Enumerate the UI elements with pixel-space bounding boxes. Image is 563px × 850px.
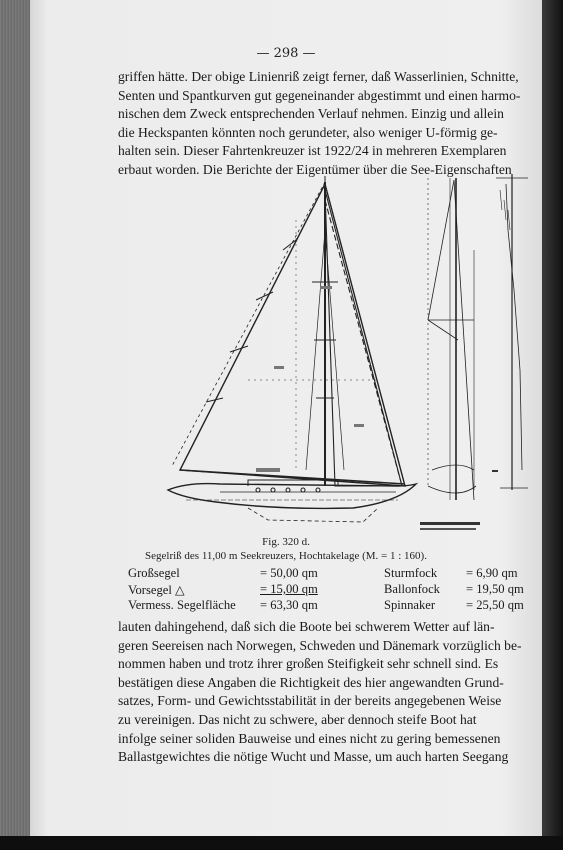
sail-name: Ballonfock <box>384 582 440 596</box>
sail-plan-drawing <box>128 170 530 532</box>
sail-area: = 50,00 qm <box>260 566 318 580</box>
boom <box>180 470 405 484</box>
sail-name: Spinnaker <box>384 598 436 612</box>
page-number: — 298 — <box>256 46 316 61</box>
text-line: erbaut worden. Die Berichte der Eigentümer über die See-Eigenschaften <box>118 161 512 177</box>
mast-detail-view <box>428 178 476 500</box>
text-line: griffen hätte. Der obige Linienriß zeigt ferner, daß Wasserlinien, Schnitte, <box>118 69 519 84</box>
text-line: zu vereinigen. Das nicht zu schwere, aber dennoch steife Boot hat <box>118 711 477 727</box>
book-spine <box>0 0 30 850</box>
paragraph-top <box>118 68 542 180</box>
sail-name: Vorsegel △ <box>128 583 185 597</box>
sail-area: = 6,90 qm <box>466 566 518 580</box>
sail-area: = 63,30 qm <box>260 598 318 612</box>
text-line: bestätigen diese Angaben die Richtigkeit des hier angewandten Grund- <box>118 674 504 690</box>
text-line: die Heckspanten könnten noch gerundeter, also weniger U-förmig ge- <box>118 124 498 140</box>
text-line: Ballastgewichtes die nötige Wucht und Masse, um auch harten Seegang <box>118 749 509 765</box>
sail-name: Großsegel <box>128 566 180 580</box>
text-line: infolge seiner soliden Bauweise und eines nicht zu gering bemessenen <box>118 730 501 746</box>
page-edge-shadow <box>542 0 563 850</box>
sail-area: = 25,50 qm <box>466 598 524 612</box>
sail-plan-side-view <box>168 176 416 522</box>
hull <box>168 484 416 509</box>
scale-bar <box>420 522 480 530</box>
text-line: satzes, Form- und Gewichtsstabilität in der bereits angegebenen Weise <box>118 693 502 709</box>
book-page <box>30 0 542 836</box>
sail-name: Sturmfock <box>384 566 438 580</box>
paragraph-bottom <box>118 618 542 767</box>
sail-area: = 15,00 qm <box>260 582 318 596</box>
text-line: Senten und Spantkurven gut gegeneinander abgestimmt und einen harmo- <box>118 87 521 103</box>
text-line: nischen dem Zweck entsprechenden Verlauf nehmen. Einzig und allein <box>118 106 504 122</box>
mainsail <box>180 184 405 486</box>
section-profile-view <box>492 174 528 490</box>
keel-outline <box>248 508 378 522</box>
sail-area: = 19,50 qm <box>466 582 524 596</box>
text-line: lauten dahingehend, daß sich die Boote bei schwerem Wetter auf län- <box>118 619 495 634</box>
sail-name: Vermess. Segelfläche <box>128 598 236 612</box>
text-line: halten sein. Dieser Fahrtenkreuzer ist 1922/24 in mehreren Exemplaren <box>118 143 507 159</box>
headsail <box>325 190 402 486</box>
text-line: nommen haben und trotz ihrer großen Steifigkeit sehr schnell sind. Es <box>118 656 499 672</box>
page-bottom-shadow <box>0 836 563 850</box>
figure-label: Fig. 320 d. <box>262 536 310 548</box>
figure-caption: Segelriß des 11,00 m Seekreuzers, Hochtakelage (M. = 1 : 160). <box>145 550 427 562</box>
text-line: geren Seereisen nach Norwegen, Schweden und Dänemark vorzüglich be- <box>118 637 522 653</box>
